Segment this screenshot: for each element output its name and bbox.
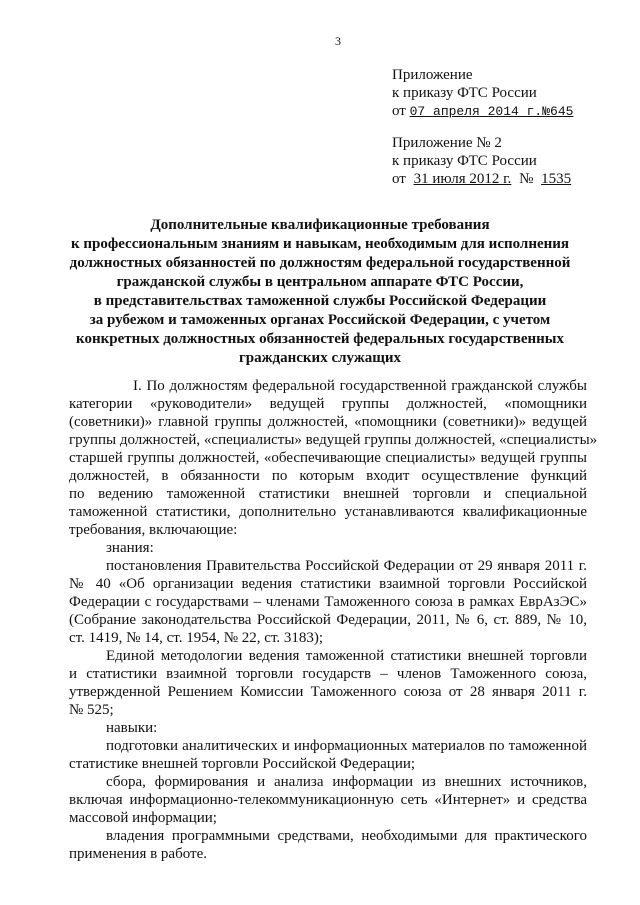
annex1-date-line (392, 102, 573, 121)
title-line: Дополнительные квалификационные требования (150, 217, 490, 233)
body-line: Федерации с государствами – членами Таможенного союза в рамках ЕврАзЭС» (69, 594, 587, 610)
body-line: категории «руководители» ведущей группы должностей, «помощники (69, 396, 587, 412)
body-line: (Собрание законодательства Российской Федерации, 2011, № 6, ст. 889, № 10, (69, 612, 587, 628)
body-line: ст. 1419, № 14, ст. 1954, № 22, ст. 3183); (69, 630, 324, 646)
annex2-number: 1535 (541, 171, 572, 187)
body-line: и статистики взаимной торговли государств – членов Таможенного союза, (69, 666, 587, 682)
body-line: сбора, формирования и анализа информации из внешних источников, (106, 774, 587, 790)
body-line: группы должностей, «специалисты» ведущей группы должностей, «специалисты» (69, 432, 598, 448)
title-line: в представительствах таможенной службы Российской Федерации (93, 293, 547, 309)
annex2-date-line (392, 170, 571, 188)
body-line: применения в работе. (69, 846, 207, 862)
annex2-title: Приложение № 2 (392, 135, 502, 151)
body-line: постановления Правительства Российской Федерации от 29 января 2011 г. (106, 558, 587, 574)
title-line: гражданских служащих (238, 350, 401, 366)
body-line: № 40 «Об организации ведения статистики взаимной торговли Российской (69, 576, 587, 592)
body-line: включая информационно-телекоммуникационную сеть «Интернет» и средства (69, 792, 587, 808)
title-line: за рубежом и таможенных органах Российской Федерации, с учетом (89, 312, 551, 328)
body-line: утвержденной Решением Комиссии Таможенного союза от 28 января 2011 г. (69, 684, 587, 700)
page-number: 3 (335, 34, 341, 48)
body-line: подготовки аналитических и информационных материалов по таможенной (106, 738, 587, 754)
title-line: должностных обязанностей по должностям федеральной государственной (69, 255, 571, 271)
body-line: старшей группы должностей, «обеспечивающие специалисты» ведущей группы (69, 450, 587, 466)
annex2-number-label: № (519, 171, 534, 187)
body-line: по ведению таможенной статистики внешней торговли и специальной (69, 486, 587, 502)
body-line: должностей, в обязанности по которым входит осуществление функций (69, 468, 587, 484)
annex1-title: Приложение (392, 67, 473, 83)
annex2-date-value: 31 июля 2012 г. (413, 171, 512, 187)
title-line: конкретных должностных обязанностей федеральных государственных (76, 331, 564, 347)
body-line: (советники)» главной группы должностей, «помощники (советники)» ведущей (69, 414, 587, 430)
body-line: владения программными средствами, необходимыми для практического (106, 828, 587, 844)
title-line: гражданской службы в центральном аппарате ФТС России, (116, 274, 524, 290)
section-label-skills: навыки: (106, 720, 158, 736)
annex1-date-value: 07 апреля 2014 г. (409, 104, 543, 119)
section-label-knowledge: знания: (106, 540, 154, 556)
body-line: статистике внешней торговли Российской Федерации; (69, 756, 416, 772)
title-line: к профессиональным знаниям и навыкам, необходимым для исполнения (70, 236, 570, 252)
annex2-order: к приказу ФТС России (392, 153, 537, 169)
body-line: массовой информации; (69, 810, 217, 826)
annex1-date-prefix: от (392, 103, 406, 119)
annex1-order: к приказу ФТС России (392, 85, 537, 101)
body-line: № 525; (69, 702, 114, 718)
document-title (40, 216, 600, 368)
annex1-number: №645 (542, 104, 574, 119)
annex2-date-prefix: от (392, 171, 406, 187)
body-line: Единой методологии ведения таможенной статистики внешней торговли (106, 648, 587, 664)
body-line: I. По должностям федеральной государственной гражданской службы (133, 378, 587, 394)
body-line: требования, включающие: (69, 522, 238, 538)
body-line: таможенной статистики, дополнительно устанавливаются квалификационные (69, 504, 587, 520)
